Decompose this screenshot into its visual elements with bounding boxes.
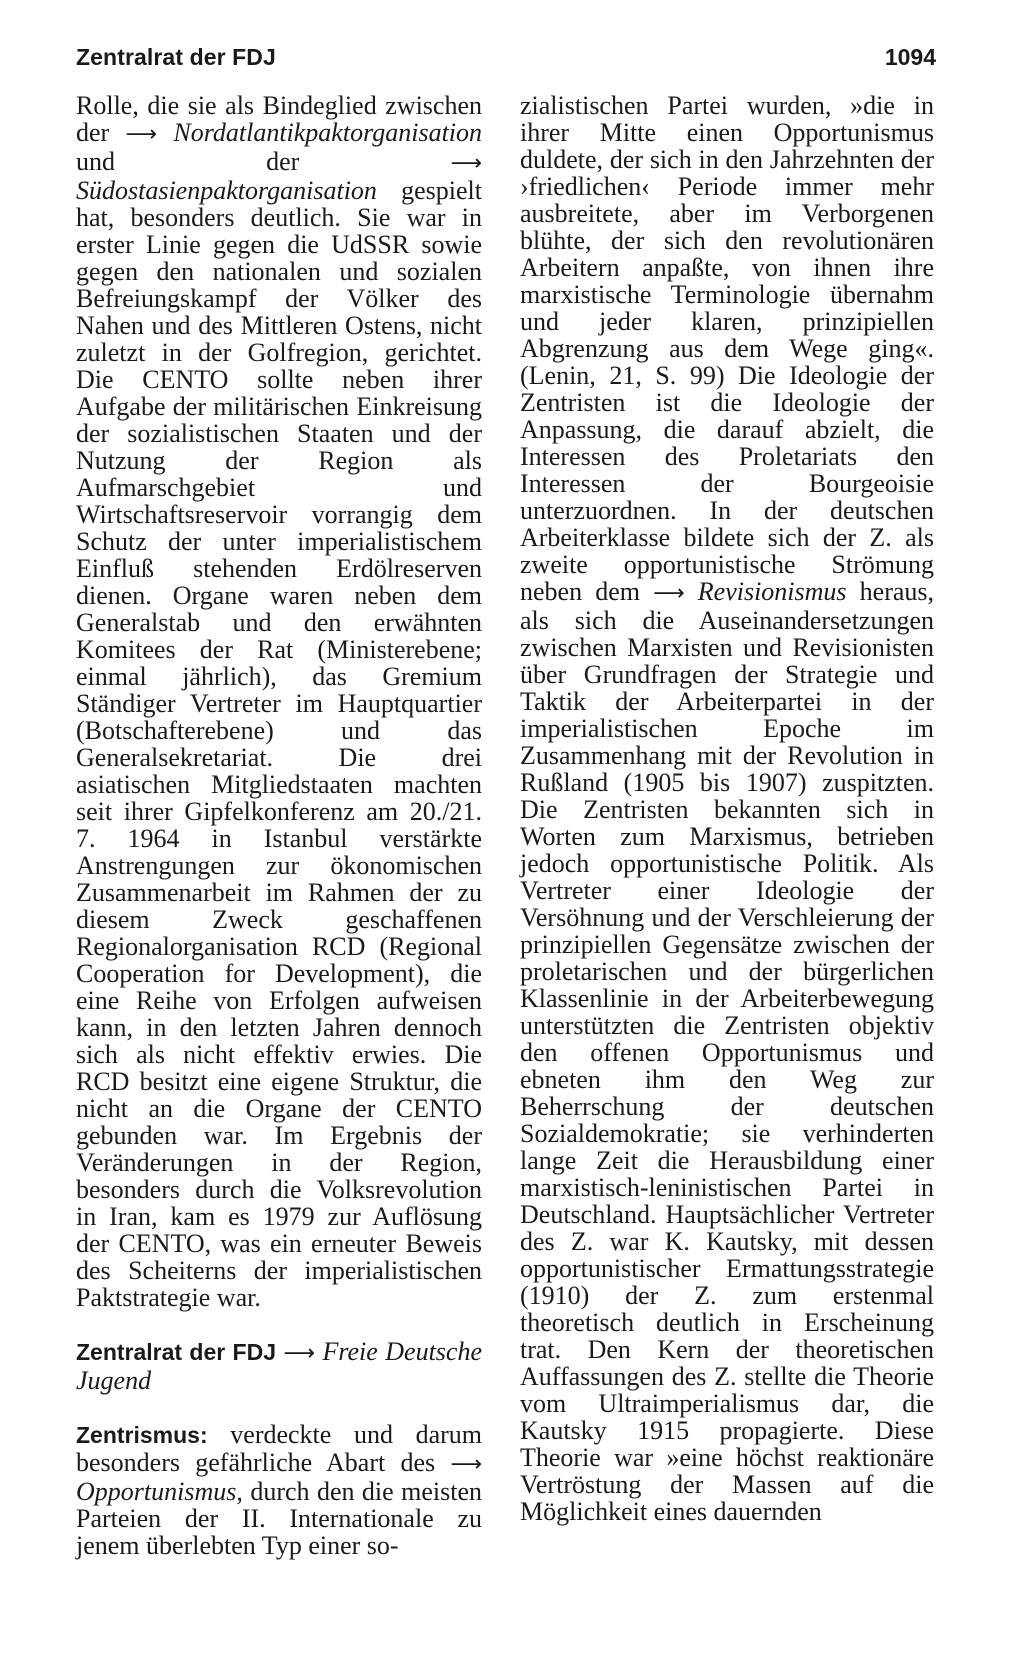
cross-reference-link[interactable]: Südostasienpaktorganisation — [76, 176, 377, 205]
running-title: Zentralrat der FDJ — [76, 44, 276, 70]
cross-reference-arrow-icon: ⟶ — [125, 122, 158, 147]
entry-lemma: Zentrismus: — [76, 1422, 208, 1448]
paragraph-cento-continued: Rolle, die sie als Bindeglied zwischen der ⟶ Nordatlantikpaktorganisation und der ⟶ Südostasienpaktorganisation gespielt hat, besonders deutlich. Sie war in erster Linie gegen die UdSSR sowie gegen den nationalen und sozialen Befreiungskampf der Völker des Nahen und des Mittleren Ostens, nicht zuletzt in der Golfregion, gerichtet. Die CENTO sollte neben ihrer Aufgabe der militärischen Einkreisung der sozialistischen Staaten und der Nutzung der Region als Aufmarschgebiet und Wirtschaftsreservoir vorrangig dem Schutz der unter imperialistischem Einfluß stehenden Erdölreserven dienen. Organe waren neben dem Generalstab und den erwähnten Komitees der Rat (Ministerebene; einmal jährlich), das Gremium Ständiger Vertreter im Hauptquartier (Botschafterebene) und das Generalsekretariat. Die drei asiatischen Mitgliedstaaten machten seit ihrer Gipfelkonferenz am 20./21. 7. 1964 in Istanbul verstärkte Anstrengungen zur ökonomischen Zusammenarbeit im Rahmen der zu diesem Zweck geschaffenen Regionalorganisation RCD (Regional Cooperation for Development), die eine Reihe von Erfolgen aufweisen kann, in den letzten Jahren dennoch sich als nicht effektiv erwies. Die RCD besitzt eine eigene Struktur, die nicht an die Organe der CENTO gebunden war. Im Ergebnis der Veränderungen in der Region, besonders durch die Volksrevolution in Iran, kam es 1979 zur Auflösung der CENTO, was ein erneuter Beweis des Scheiterns der imperialistischen Paktstrategie war. — [76, 91, 483, 1312]
page-header — [76, 44, 936, 84]
entry-lemma: Zentralrat der FDJ — [76, 1339, 277, 1365]
cross-reference-arrow-icon: ⟶ — [450, 151, 482, 176]
cross-reference-arrow-icon: ⟶ — [283, 1341, 316, 1366]
cross-reference-link[interactable]: Freie Deutsche Jugend — [76, 1337, 482, 1395]
right-column — [520, 92, 934, 1525]
left-column — [76, 92, 482, 1559]
entry-zentrismus: Zentrismus: verdeckte und darum besonders gefährliche Abart des ⟶ Opportunismus, durch den die meisten Parteien der II. Internationale zu jenem überlebten Typ einer so- — [76, 1420, 483, 1560]
cross-reference-arrow-icon: ⟶ — [653, 581, 685, 606]
cross-reference-link[interactable]: Revisionismus — [697, 577, 847, 606]
cross-reference-link[interactable]: Opportunismus, — [76, 1477, 243, 1506]
cross-reference-link[interactable]: Nordatlantikpaktorganisation — [173, 118, 483, 147]
page-number: 1094 — [884, 44, 936, 70]
paragraph-zentrismus-continued: zialistischen Partei wurden, »die in ihrer Mitte einen Opportunismus duldete, der sich in den Jahrzehnten der ›friedlichen‹ Periode immer mehr ausbreitete, aber im Verborgenen blühte, der sich den revolutionären Arbeitern anpaßte, von ihnen ihre marxistische Terminologie übernahm und jeder klaren, prinzipiellen Abgrenzung aus dem Wege ging«. (Lenin, 21, S. 99) Die Ideologie der Zentristen ist die Ideologie der Anpassung, die darauf abzielt, die Interessen des Proletariats den Interessen der Bourgeoisie unterzuordnen. In der deutschen Arbeiterklasse bildete sich der Z. als zweite opportunistische Strömung neben dem ⟶ Revisionismus heraus, als sich die Auseinandersetzungen zwischen Marxisten und Revisionisten über Grundfragen der Strategie und Taktik der Arbeiterpartei in der imperialistischen Epoche im Zusammenhang mit der Revolution in Rußland (1905 bis 1907) zuspitzten. Die Zentristen bekannten sich in Worten zum Marxismus, betrieben jedoch opportunistische Politik. Als Vertreter einer Ideologie der Versöhnung und der Verschleierung der prinzipiellen Gegensätze zwischen der proletarischen und der bürgerlichen Klassenlinie in der Arbeiterbewegung unterstützten die Zentristen objektiv den offenen Opportunismus und ebneten ihm den Weg zur Beherrschung der deutschen Sozialdemokratie; sie verhinderten lange Zeit die Herausbildung einer marxistisch-leninistischen Partei in Deutschland. Hauptsächlicher Vertreter des Z. war K. Kautsky, mit dessen opportunistischer Ermattungsstrategie (1910) der Z. zum erstenmal theoretisch deutlich in Erscheinung trat. Den Kern der theoretischen Auffassungen des Z. stellte die Theorie vom Ultraimperialismus dar, die Kautsky 1915 propagierte. Diese Theorie war »eine höchst reaktionäre Vertröstung der Massen auf die Möglichkeit eines dauernden — [520, 91, 935, 1526]
cross-reference-arrow-icon: ⟶ — [450, 1452, 482, 1477]
entry-zentralrat-der-fdj — [76, 1338, 482, 1394]
